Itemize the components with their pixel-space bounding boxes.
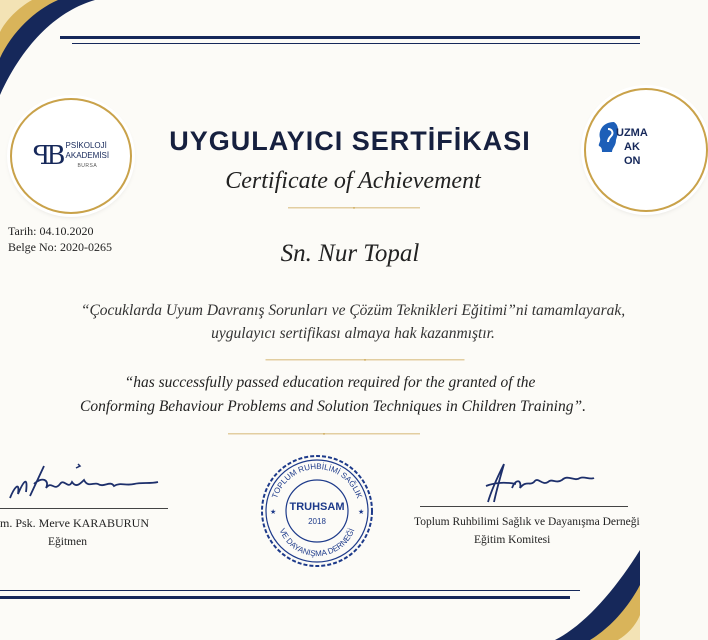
logo-right-line3: ON [624, 155, 641, 167]
signature-left [6, 462, 166, 508]
bottom-border-line-thin [0, 590, 580, 591]
logo-right-line2: AK [624, 141, 640, 153]
turkish-statement-line2: uygulayıcı sertifikası almaya hak kazanmıştır. [211, 325, 495, 342]
signature-right [482, 458, 602, 508]
signer-left-role: Eğitmen [48, 536, 87, 548]
turkish-statement-line1: “Çocuklarda Uyum Davranış Sorunları ve Çözüm Teknikleri Eğitimi”ni tamamlayarak, [80, 302, 626, 319]
pb-monogram-icon: ꟼB [32, 141, 62, 171]
divider-1 [222, 207, 486, 209]
english-statement-line2: Conforming Behaviour Problems and Solution Techniques in Children Training”. [80, 398, 586, 415]
logo-left-line1: PSİKOLOJİ [65, 141, 107, 150]
top-border-line-thin [72, 43, 640, 44]
divider-3 [132, 433, 516, 435]
top-border-line [60, 36, 640, 39]
logo-left-line3: BURSA [77, 163, 98, 169]
seal-name: TRUHSAM [289, 501, 345, 513]
signer-right-name: Toplum Ruhbilimi Sağlık ve Dayanışma Derneği [414, 516, 640, 528]
signature-line-right [420, 506, 628, 507]
certificate-subtitle: Certificate of Achievement [225, 168, 481, 194]
signer-right-role: Eğitim Komitesi [474, 534, 551, 546]
document-number: Belge No: 2020-0265 [8, 240, 112, 254]
english-statement-line1: “has successfully passed education required for the granted of the [124, 374, 536, 391]
logo-left-line2: AKADEMİSİ [65, 151, 110, 160]
seal-ring-bottom: VE DAYANIŞMA DERNEĞİ [277, 527, 357, 559]
certificate-title: UYGULAYICI SERTİFİKASI [169, 126, 531, 156]
signer-left-name: m. Psk. Merve KARABURUN [0, 516, 150, 530]
logo-right-line1: UZMA [616, 127, 648, 139]
truhsam-seal [258, 452, 376, 570]
divider-2 [166, 359, 564, 361]
recipient-name: Sn. Nur Topal [280, 240, 420, 267]
bottom-border-line [0, 596, 570, 599]
corner-decoration-bottom-right [550, 530, 640, 640]
date-label: Tarih: 04.10.2020 [8, 224, 94, 238]
seal-year: 2018 [308, 517, 326, 526]
seal-star-left: ★ [270, 508, 277, 516]
seal-star-right: ★ [358, 508, 365, 516]
seal-ring-top: TOPLUM RUHBİLİMİ SAĞLIK [270, 461, 364, 500]
signature-line-left [0, 508, 168, 509]
